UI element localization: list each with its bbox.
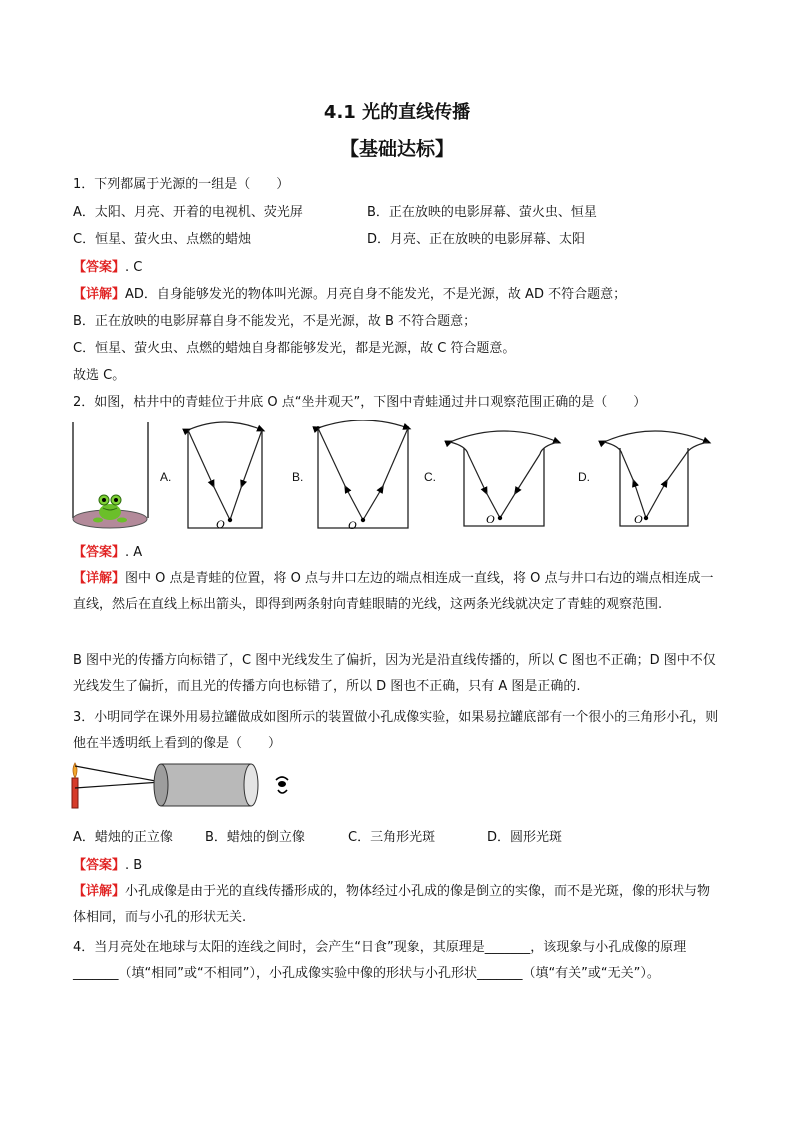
question-1-stem: 1．下列都属于光源的一组是（ ） [73, 177, 290, 192]
point-o-label: O [216, 517, 225, 530]
option-d-diagram [598, 420, 718, 530]
frog-well-figure [68, 420, 158, 532]
question-1-option-c: C．恒星、萤火虫、点燃的蜡烛 [73, 232, 252, 247]
page-title: 4.1 光的直线传播 [323, 102, 471, 123]
option-label-a: A. [160, 470, 172, 484]
detail-text: AD．自身能够发光的物体叫光源。月亮自身不能发光，不是光源，故 AD 不符合题意； [125, 287, 627, 302]
question-1-detail-4: 故选 C。 [73, 368, 126, 383]
point-o-label: O [634, 512, 643, 526]
question-1-option-a: A．太阳、月亮、开着的电视机、荧光屏 [73, 205, 303, 220]
question-2-detail-2: B 图中光的传播方向标错了，C 图中光线发生了偏折，因为光是沿直线传播的，所以 C 图也不正确；D 图中不仅光线发生了偏折，而且光的传播方向也标错了，所以 D 图也不正确，只有 A 图是正确的. [73, 653, 716, 694]
question-1-option-b: B．正在放映的电影屏幕、萤火虫、恒星 [367, 205, 597, 220]
detail-text: 图中 O 点是青蛙的位置，将 O 点与井口左边的端点相连成一直线，将 O 点与井口右边的端点相连成一直线，然后在直线上标出箭头，即得到两条射向青蛙眼睛的光线，这两条光线就决定了青蛙的观察范围. [73, 571, 714, 612]
answer-value: . B [125, 858, 143, 873]
question-1-answer [73, 260, 142, 276]
question-4-stem: 4．当月亮处在地球与太阳的连线之间时，会产生“日食”现象，其原理是_______，该现象与小孔成像的原理_______（填“相同”或“不相同”），小孔成像实验中像的形状与小孔形状_______（填“有关”或“无关”）。 [73, 940, 687, 981]
answer-value: . A [125, 545, 143, 560]
answer-tag: 【答案】 [73, 260, 126, 275]
question-2-answer [73, 545, 142, 561]
question-2-stem: 2．如图，枯井中的青蛙位于井底 O 点“坐井观天”，下图中青蛙通过井口观察范围正确的是（ ） [73, 395, 647, 410]
section-heading: 【基础达标】 [339, 138, 454, 160]
option-c-diagram [444, 420, 564, 530]
question-3-answer [73, 858, 142, 874]
option-label-b: B. [292, 470, 304, 484]
answer-tag: 【答案】 [73, 545, 126, 560]
question-1-detail-3: C．恒星、萤火虫、点燃的蜡烛自身都能够发光，都是光源，故 C 符合题意。 [73, 341, 516, 356]
option-label-c: C. [424, 470, 436, 484]
option-a-diagram [178, 420, 278, 530]
detail-tag: 【详解】 [73, 287, 126, 302]
detail-text: 小孔成像是由于光的直线传播形成的，物体经过小孔成的像是倒立的实像，而不是光斑，像的形状与物体相同，而与小孔的形状无关. [73, 884, 711, 925]
answer-value: . C [125, 260, 143, 275]
question-3-option-b: B．蜡烛的倒立像 [205, 830, 305, 845]
detail-tag: 【详解】 [73, 571, 126, 586]
question-3-detail-1 [73, 879, 723, 931]
question-1-detail-2: B．正在放映的电影屏幕自身不能发光，不是光源，故 B 不符合题意； [73, 314, 477, 329]
point-o-label: O [486, 512, 495, 526]
option-label-d: D. [578, 470, 590, 484]
question-1-option-d: D．月亮、正在放映的电影屏幕、太阳 [367, 232, 586, 247]
question-3-stem: 3．小明同学在课外用易拉罐做成如图所示的装置做小孔成像实验，如果易拉罐底部有一个很小的三角形小孔，则他在半透明纸上看到的像是（ ） [73, 710, 719, 751]
question-3-option-a: A．蜡烛的正立像 [73, 830, 173, 845]
detail-tag: 【详解】 [73, 884, 126, 899]
question-2-detail-1 [73, 566, 723, 618]
question-3-option-d: D．圆形光斑 [487, 830, 563, 845]
question-3-option-c: C．三角形光斑 [348, 830, 436, 845]
answer-tag: 【答案】 [73, 858, 126, 873]
pinhole-camera-figure [66, 758, 296, 820]
question-1-detail-1 [73, 287, 626, 303]
point-o-label: O [348, 518, 357, 532]
option-b-diagram [308, 420, 418, 532]
